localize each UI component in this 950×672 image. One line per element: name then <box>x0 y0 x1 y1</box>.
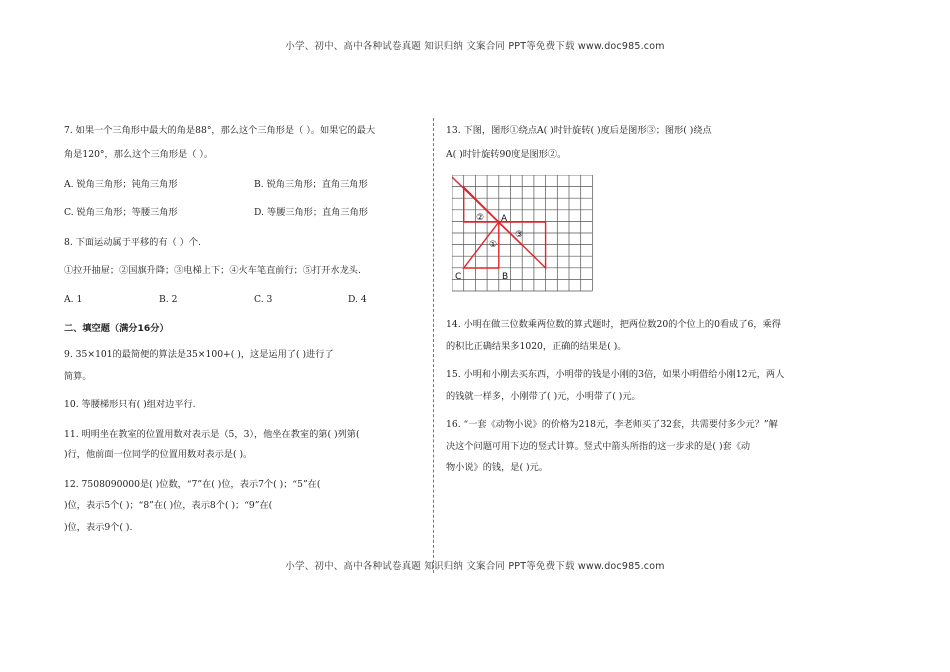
q16-line1: 16. “一套《动物小说》的价格为218元，李老师买了32套，共需要付多少元？”解 <box>446 419 778 430</box>
q12-line2: )位，表示5个( )；“8”在( )位，表示8个( )；“9”在( <box>64 500 273 511</box>
q11-line2: )行，他前面一位同学的位置用数对表示是( )。 <box>64 449 253 460</box>
q8-option-b: B. 2 <box>159 294 178 305</box>
q12-line3: )位，表示9个( ). <box>64 522 133 533</box>
label-circle-2: ② <box>476 213 485 223</box>
grid-svg <box>452 175 594 297</box>
label-b: B <box>502 272 509 282</box>
q15-line2: 的钱就一样多，小刚带了( )元，小明带了( )元。 <box>446 391 641 402</box>
q9-line1: 9. 35×101的最简便的算法是35×100+( )，这是运用了( )进行了 <box>64 349 334 360</box>
q8-option-d: D. 4 <box>348 294 367 305</box>
q16-line2: 决这个问题可用下边的竖式计算。竖式中箭头所指的这一步求的是( )套《动 <box>446 441 751 452</box>
q13-line1: 13. 下图，图形①绕点A( )时针旋转( )度后是图形③；图形( )绕点 <box>446 125 712 136</box>
q14-line1: 14. 小明在做三位数乘两位数的算式题时，把两位数20的个位上的0看成了6，乘得 <box>446 319 781 330</box>
rotation-figure <box>452 175 594 301</box>
q10-line1: 10. 等腰梯形只有( )组对边平行. <box>64 399 196 410</box>
label-circle-3: ③ <box>515 230 524 240</box>
q7-option-d: D. 等腰三角形；直角三角形 <box>254 207 368 218</box>
q12-line1: 12. 7508090000是( )位数，“7”在( )位，表示7个( )；“5”在( <box>64 479 321 490</box>
column-divider <box>433 118 434 573</box>
q8-line2: ①拉开抽屉；②国旗升降；③电梯上下；④火车笔直前行；⑤打开水龙头. <box>64 265 361 276</box>
q16-line3: 物小说》的钱，是( )元。 <box>446 462 548 473</box>
label-c: C <box>455 272 462 282</box>
q13-line2: A( )时针旋转90度是图形②。 <box>446 149 567 160</box>
q8-option-a: A. 1 <box>64 294 83 305</box>
q7-option-b: B. 锐角三角形；直角三角形 <box>254 179 368 190</box>
page-header: 小学、初中、高中各种试卷真题 知识归纳 文案合同 PPT等免费下载 www.doc985.com <box>285 41 665 52</box>
q7-line2: 角是120°，那么这个三角形是（ ）。 <box>64 149 214 160</box>
q7-option-a: A. 锐角三角形；钝角三角形 <box>64 179 178 190</box>
q8-line1: 8. 下面运动属于平移的有（ ）个. <box>64 237 201 248</box>
label-circle-1: ① <box>489 240 498 250</box>
q15-line1: 15. 小明和小刚去买东西，小明带的钱是小刚的3倍，如果小明借给小刚12元，两人 <box>446 369 785 380</box>
q8-option-c: C. 3 <box>254 294 273 305</box>
q7-line1: 7. 如果一个三角形中最大的角是88°，那么这个三角形是（ ）。如果它的最大 <box>64 125 376 136</box>
q7-option-c: C. 锐角三角形；等腰三角形 <box>64 207 178 218</box>
q9-line2: 简算。 <box>64 371 92 382</box>
section-heading: 二、填空题（满分16分） <box>64 323 169 334</box>
q14-line2: 的积比正确结果多1020，正确的结果是( )。 <box>446 341 627 352</box>
label-a: A <box>501 214 508 224</box>
page-footer: 小学、初中、高中各种试卷真题 知识归纳 文案合同 PPT等免费下载 www.doc985.com <box>285 561 665 572</box>
q11-line1: 11. 明明坐在教室的位置用数对表示是（5，3），他坐在教室的第( )列第( <box>64 429 360 440</box>
